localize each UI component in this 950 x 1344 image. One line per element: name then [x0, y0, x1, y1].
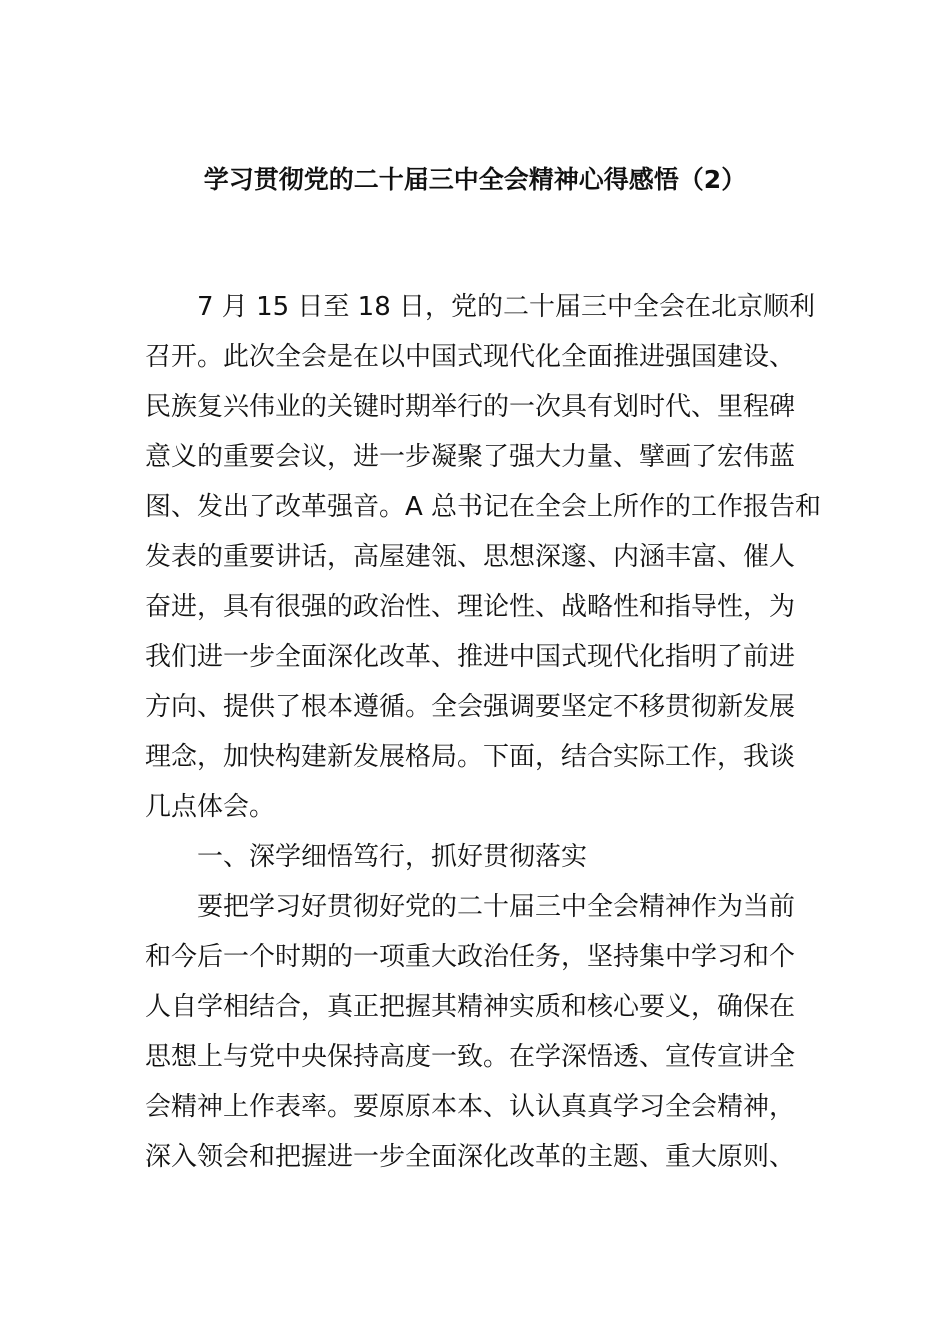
body-line: 会精神上作表率。要原原本本、认认真真学习全会精神，	[145, 1092, 796, 1122]
body-line: 方向、提供了根本遵循。全会强调要坚定不移贯彻新发展	[145, 692, 796, 722]
body-line: 召开。此次全会是在以中国式现代化全面推进强国建设、	[145, 342, 796, 372]
body-line: 思想上与党中央保持高度一致。在学深悟透、宣传宣讲全	[145, 1042, 796, 1072]
body-line: 图、发出了改革强音。A 总书记在全会上所作的工作报告和	[145, 492, 822, 522]
body-line: 要把学习好贯彻好党的二十届三中全会精神作为当前	[197, 892, 796, 922]
body-line: 发表的重要讲话，高屋建瓴、思想深邃、内涵丰富、催人	[145, 542, 796, 572]
body-line: 人自学相结合，真正把握其精神实质和核心要义，确保在	[145, 992, 796, 1022]
body-line: 奋进，具有很强的政治性、理论性、战略性和指导性，为	[145, 592, 796, 622]
document-title: 学习贯彻党的二十届三中全会精神心得感悟（2）	[203, 165, 747, 194]
body-line: 深入领会和把握进一步全面深化改革的主题、重大原则、	[145, 1142, 796, 1172]
body-line: 几点体会。	[145, 792, 276, 822]
document-body	[145, 282, 822, 1182]
body-line: 我们进一步全面深化改革、推进中国式现代化指明了前进	[145, 642, 796, 672]
body-line: 和今后一个时期的一项重大政治任务，坚持集中学习和个	[145, 942, 796, 972]
body-line: 理念，加快构建新发展格局。下面，结合实际工作，我谈	[145, 742, 796, 772]
body-line: 7 月 15 日至 18 日，党的二十届三中全会在北京顺利	[197, 292, 816, 322]
body-line: 意义的重要会议，进一步凝聚了强大力量、擘画了宏伟蓝	[145, 442, 796, 472]
section-heading: 一、深学细悟笃行，抓好贯彻落实	[197, 842, 588, 872]
body-line: 民族复兴伟业的关键时期举行的一次具有划时代、里程碑	[145, 392, 796, 422]
